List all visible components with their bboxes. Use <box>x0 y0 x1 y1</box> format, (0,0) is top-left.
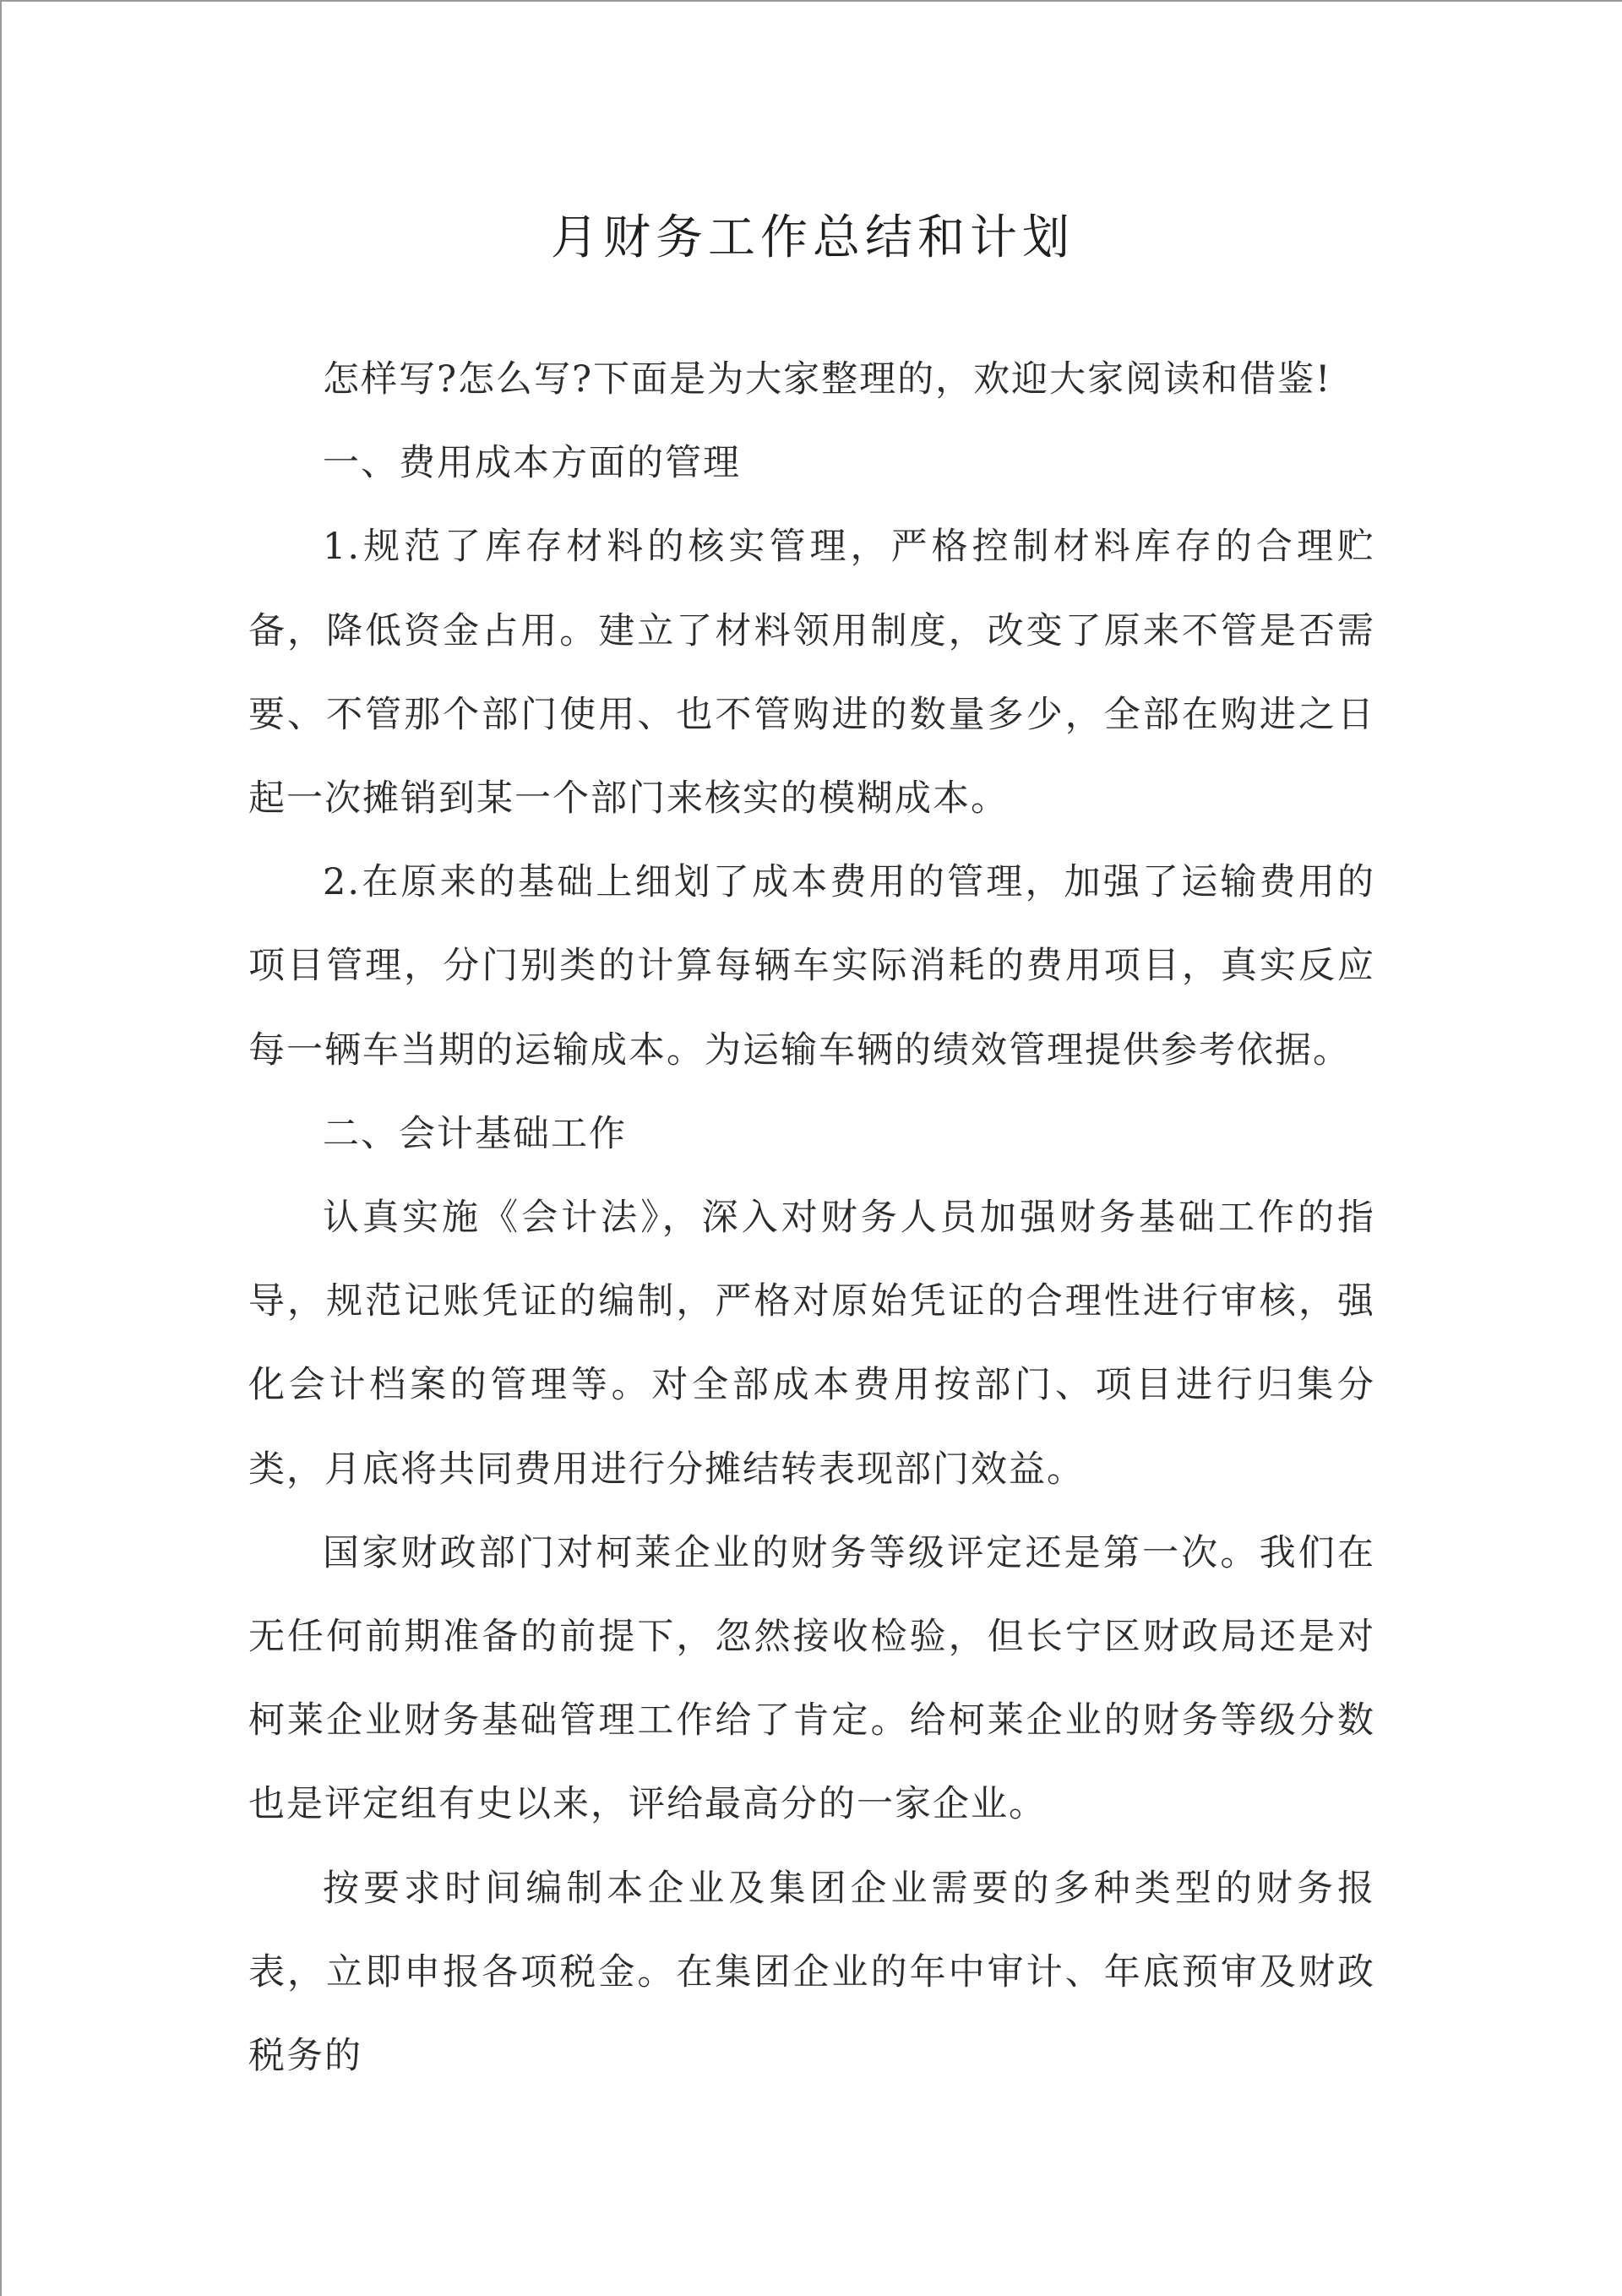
paragraph-inventory-management: 1.规范了库存材料的核实管理，严格控制材料库存的合理贮备，降低资金占用。建立了材料领用制度，改变了原来不管是否需要、不管那个部门使用、也不管购进的数量多少，全部在购进之日起一次摊销到某一个部门来核实的模糊成本。 <box>248 526 1375 821</box>
paragraph-accounting-law: 认真实施《会计法》，深入对财务人员加强财务基础工作的指导，规范记账凭证的编制，严格对原始凭证的合理性进行审核，强化会计档案的管理等。对全部成本费用按部门、项目进行归集分类，月底将共同费用进行分摊结转表现部门效益。 <box>248 1197 1375 1491</box>
document-title: 月财务工作总结和计划 <box>551 210 1075 265</box>
section-heading-cost-management: 一、费用成本方面的管理 <box>323 442 741 485</box>
intro-paragraph: 怎样写?怎么写?下面是为大家整理的，欢迎大家阅读和借鉴! <box>323 358 1332 401</box>
paragraph-transport-cost: 2.在原来的基础上细划了成本费用的管理，加强了运输费用的项目管理，分门别类的计算每辆车实际消耗的费用项目，真实反应每一辆车当期的运输成本。为运输车辆的绩效管理提供参考依据。 <box>248 861 1375 1072</box>
paragraph-financial-rating: 国家财政部门对柯莱企业的财务等级评定还是第一次。我们在无任何前期准备的前提下，忽然接收检验，但长宁区财政局还是对柯莱企业财务基础管理工作给了肯定。给柯莱企业的财务等级分数也是评定组有史以来，评给最高分的一家企业。 <box>248 1531 1375 1826</box>
paragraph-financial-reports: 按要求时间编制本企业及集团企业需要的多种类型的财务报表，立即申报各项税金。在集团企业的年中审计、年底预审及财政税务的 <box>248 1867 1375 2078</box>
document-body <box>248 338 1375 2098</box>
section-heading-accounting-basics: 二、会计基础工作 <box>323 1112 627 1155</box>
